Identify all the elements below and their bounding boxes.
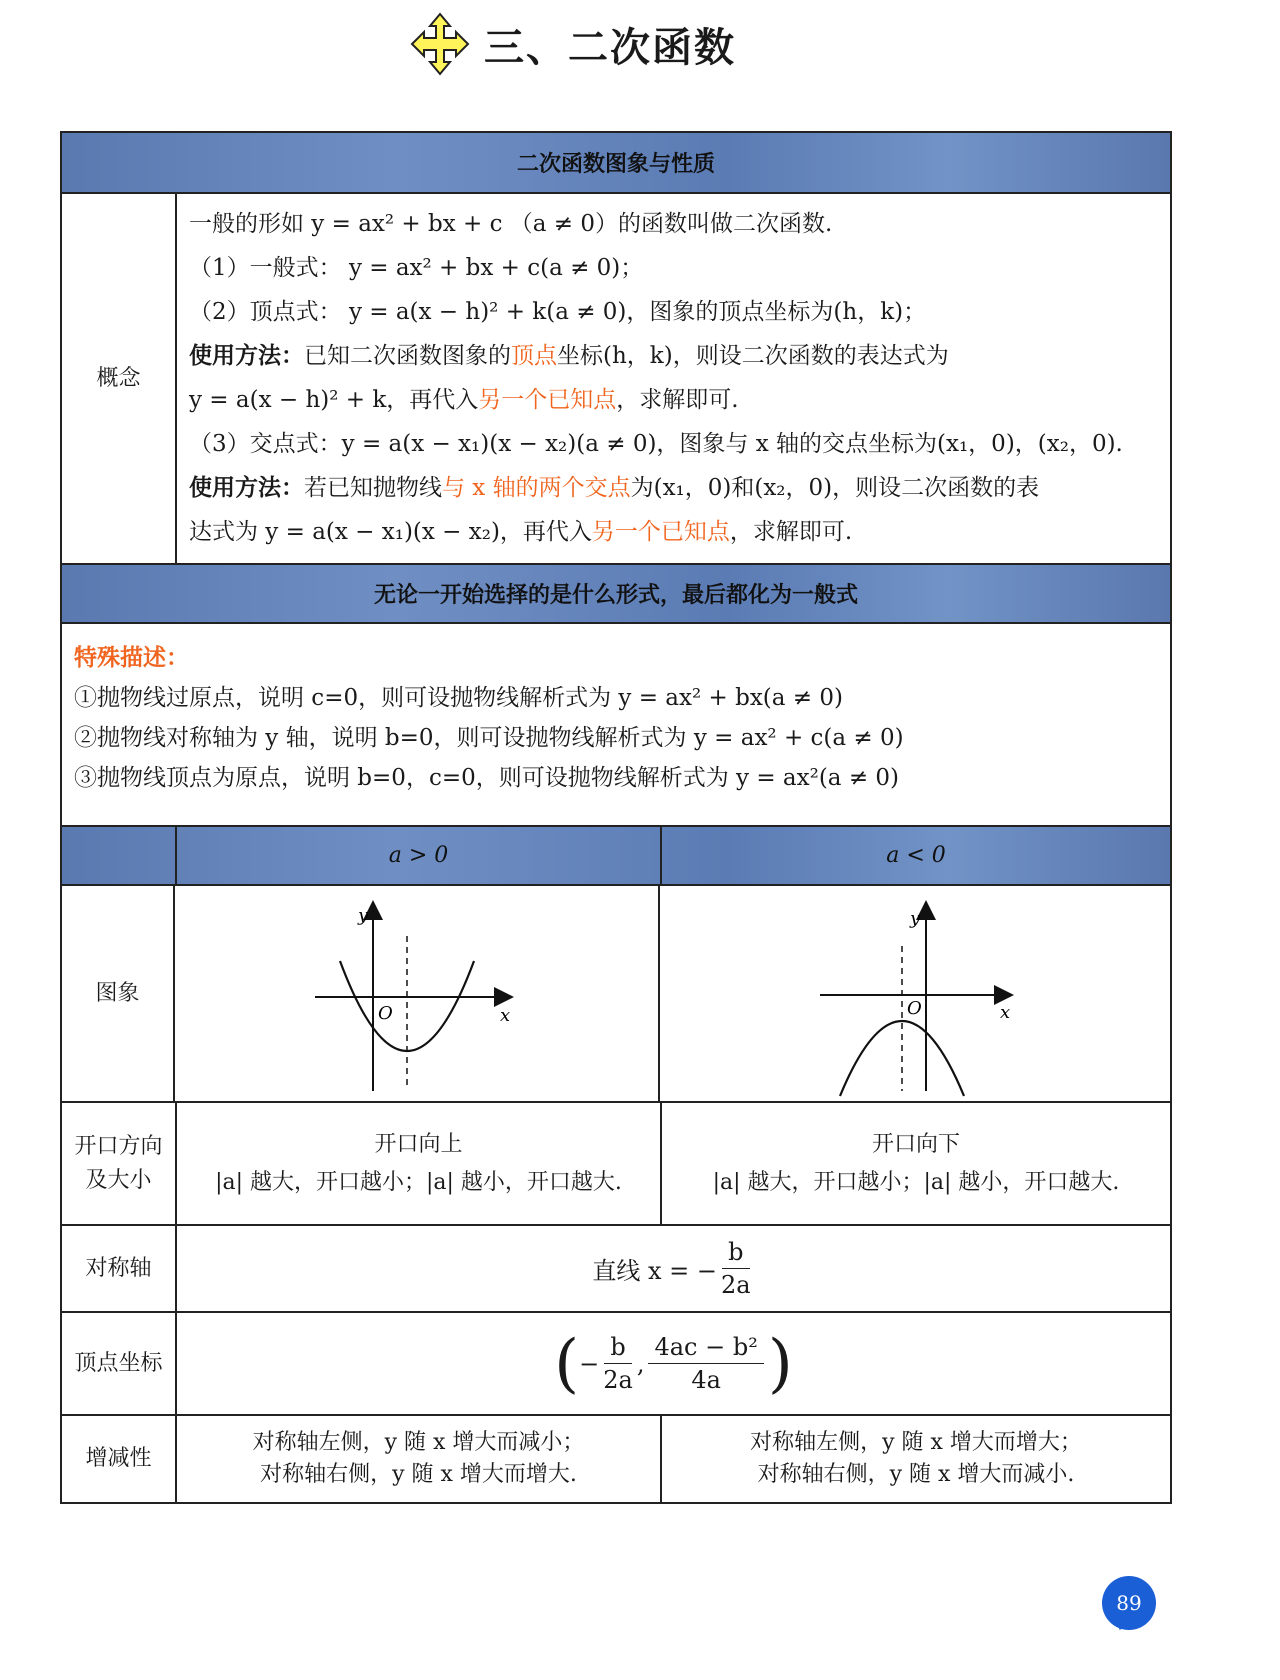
origin-label: O [378, 1003, 393, 1024]
usage-vertex-cont: y = a(x − h)² + k，再代入另一个已知点，求解即可. [189, 387, 739, 413]
axis-row [62, 1226, 1170, 1313]
mono-pos-right: 对称轴右侧，y 随 x 增大而增大. [260, 1462, 577, 1487]
col-a-negative: a < 0 [886, 843, 946, 868]
page-title [410, 12, 736, 76]
opening-neg-size: |a| 越大，开口越小；|a| 越小，开口越大. [712, 1169, 1120, 1195]
y-label: y [358, 905, 369, 926]
opening-pos-direction: 开口向上 [374, 1131, 463, 1157]
vertex-y-numerator: 4ac − b² [648, 1331, 763, 1364]
usage-intercept-cont: 达式为 y = a(x − x₁)(x − x₂)，再代入另一个已知点，求解即可. [189, 519, 853, 545]
quadratic-function-table [60, 131, 1172, 1504]
general-form-header: 无论一开始选择的是什么形式，最后都化为一般式 [62, 565, 1170, 624]
vertex-y-denominator: 4a [691, 1366, 721, 1394]
axis-formula [177, 1226, 1170, 1311]
vertex-row [62, 1313, 1170, 1416]
vertex-x-denominator: 2a [603, 1366, 633, 1394]
concept-line: （2）顶点式： y = a(x − h)² + k(a ≠ 0)，图象的顶点坐标为(h，k)； [189, 299, 927, 325]
axis-prefix: 直线 x = − [592, 1257, 718, 1285]
special-item: ①抛物线过原点，说明 c=0，则可设抛物线解析式为 y = ax² + bx(a ≠ 0) [74, 685, 843, 711]
y-label: y [910, 908, 921, 929]
section-header: 二次函数图象与性质 [62, 133, 1170, 194]
four-arrow-icon [410, 12, 470, 76]
special-item: ③抛物线顶点为原点，说明 b=0，c=0，则可设抛物线解析式为 y = ax²(a ≠ 0) [74, 765, 900, 791]
x-label: x [500, 1005, 511, 1026]
origin-label: O [907, 998, 922, 1019]
col-a-positive: a > 0 [177, 827, 662, 884]
mono-pos-left: 对称轴左侧，y 随 x 增大而减小； [252, 1430, 585, 1455]
opening-row [62, 1103, 1170, 1226]
special-item: ②抛物线对称轴为 y 轴，说明 b=0，则可设抛物线解析式为 y = ax² + c(a ≠ 0) [74, 725, 904, 751]
page-number-badge: 89 [1102, 1576, 1156, 1630]
axis-numerator: b [722, 1236, 749, 1269]
mono-neg-left: 对称轴左侧，y 随 x 增大而增大； [750, 1430, 1082, 1455]
vertex-x-numerator: b [604, 1331, 631, 1364]
vertex-comma: , [636, 1349, 645, 1378]
vertex-formula: ( − $\frac{b}{2a}$ , $\frac{\text{4ac − b²}}{4a}$ ) [554, 1326, 793, 1401]
concept-row [62, 194, 1170, 565]
vertex-minus: − [579, 1349, 600, 1378]
opening-pos-size: |a| 越大，开口越小；|a| 越小，开口越大. [215, 1169, 622, 1195]
vertex-label: 顶点坐标 [62, 1313, 177, 1414]
usage-intercept: 使用方法：若已知抛物线与 x 轴的两个交点为(x₁，0)和(x₂，0)，则设二次函数的表 [189, 475, 1040, 501]
special-row [62, 624, 1170, 827]
upward-parabola-graph [175, 886, 658, 1101]
usage-vertex: 使用方法：已知二次函数图象的顶点坐标(h，k)，则设二次函数的表达式为 [189, 343, 949, 369]
special-title: 特殊描述： [74, 645, 189, 671]
axis-label: 对称轴 [62, 1226, 177, 1311]
mono-neg-right: 对称轴右侧，y 随 x 增大而减小. [757, 1462, 1075, 1487]
downward-parabola-graph [660, 886, 1170, 1101]
opening-neg-direction: 开口向下 [871, 1131, 960, 1157]
concept-line: （1）一般式： y = ax² + bx + c(a ≠ 0)； [189, 255, 644, 281]
axis-denominator: 2a [721, 1271, 751, 1299]
monotonicity-label: 增减性 [62, 1416, 177, 1502]
concept-label: 概念 [62, 194, 177, 563]
concept-line: （3）交点式：y = a(x − x₁)(x − x₂)(a ≠ 0)，图象与 x 轴的交点坐标为(x₁，0)，(x₂，0). [189, 431, 1123, 457]
monotonicity-row [62, 1416, 1170, 1502]
opening-label: 开口方向及大小 [62, 1103, 177, 1224]
x-label: x [1000, 1002, 1011, 1023]
graph-row [62, 886, 1170, 1103]
graph-label: 图象 [62, 886, 175, 1101]
column-header-row [62, 827, 1170, 886]
concept-line: 一般的形如 y = ax² + bx + c （a ≠ 0）的函数叫做二次函数. [189, 211, 833, 237]
title-text: 三、二次函数 [484, 24, 736, 71]
